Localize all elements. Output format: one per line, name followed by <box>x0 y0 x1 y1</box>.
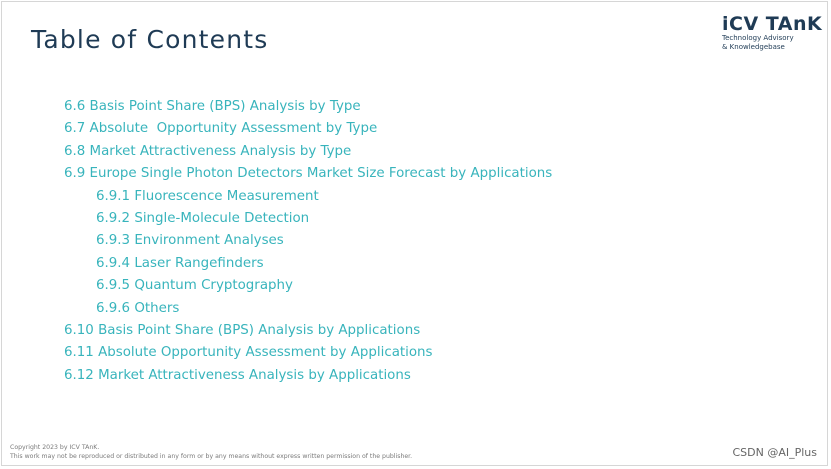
toc-entry: 6.11 Absolute Opportunity Assessment by Applications <box>64 345 433 361</box>
page-title: Table of Contents <box>31 25 269 54</box>
toc-entry: 6.10 Basis Point Share (BPS) Analysis by Applications <box>64 322 421 338</box>
table-of-contents-list <box>64 96 552 387</box>
toc-entry: 6.6 Basis Point Share (BPS) Analysis by Type <box>64 99 361 114</box>
toc-subentry: 6.9.3 Environment Analyses <box>96 233 284 249</box>
copyright-footer <box>10 444 412 461</box>
toc-subentry: 6.9.1 Fluorescence Measurement <box>96 188 319 204</box>
toc-subentry: 6.9.5 Quantum Cryptography <box>96 278 293 294</box>
copyright-line: Copyright 2023 by ICV TAnK. <box>10 444 100 451</box>
toc-subentry: 6.9.2 Single-Molecule Detection <box>96 210 310 226</box>
logo-wordmark: iCV TAnK <box>722 13 823 35</box>
rights-notice-line: This work may not be reproduced or distributed in any form or by any means without express written permission of the publisher. <box>10 452 413 460</box>
toc-subentry: 6.9.6 Others <box>96 300 180 316</box>
company-logo <box>722 14 822 58</box>
toc-entry: 6.12 Market Attractiveness Analysis by Applications <box>64 367 411 383</box>
toc-subentry: 6.9.4 Laser Rangefinders <box>96 255 264 271</box>
logo-tagline-line2: & Knowledgebase <box>722 43 785 51</box>
toc-entry: 6.8 Market Attractiveness Analysis by Type <box>64 143 352 159</box>
toc-entry: 6.7 Absolute Opportunity Assessment by Type <box>64 121 378 137</box>
logo-tagline-line1: Technology Advisory <box>722 34 794 42</box>
toc-entry: 6.9 Europe Single Photon Detectors Market Size Forecast by Applications <box>64 166 553 182</box>
source-watermark: CSDN @AI_Plus <box>732 446 817 459</box>
